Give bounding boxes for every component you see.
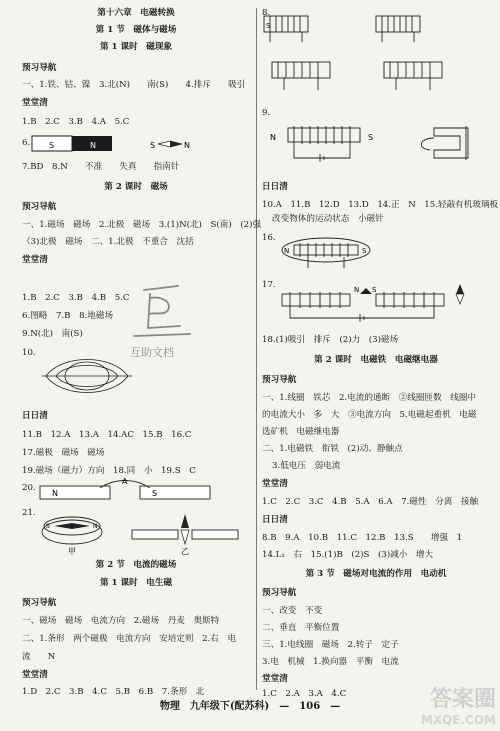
answer-line: 19.磁场（磁力）方向 18.同 小 19.S C [22,466,196,476]
pole-s: S [372,286,377,294]
question-number: 6. [22,138,31,148]
answer-line: 的电流大小 多 大 ③电流方向 5.电磁起重机 电磁 [262,410,477,420]
answer-line: 选矿机 电磁继电器 [262,427,340,437]
pole-n: N [284,247,290,255]
pole-n: N [354,286,360,294]
question-number: 8. [262,8,271,18]
section-label: 预习导航 [22,202,57,212]
pole-label: S [49,141,55,150]
pole-n: N [52,489,58,498]
page-footer: 物理 九年级下(配苏科) — 106 — [159,701,341,712]
section-label: 日日清 [262,515,288,525]
answer-line: 1.C 2.A 3.A 4.C [262,689,347,699]
answer-line: 1.D 2.C 3.B 4.C 5.B 6.B 7.条形 北 [22,687,205,697]
question-number: 16. [262,233,276,243]
section-label: 日日清 [262,182,288,192]
answer-line: 流 N [22,652,56,662]
section-label: 预习导航 [22,63,57,73]
column-divider [256,8,257,690]
q20-magnets-diagram [40,478,220,504]
q17-solenoids-diagram [280,282,485,324]
answer-line: （3)北极 磁场 二、1.北极 不重合 沈括 [22,237,194,247]
answer-line: 改变物体的运动状态 小磁针 [272,214,384,224]
answer-line: 1.C 2.C 3.C 4.B 5.A 6.A 7.磁性 分离 接触 [262,497,479,507]
point-a: A [122,477,128,486]
section-label: 预习导航 [22,598,57,608]
section-title: 第 1 节 磁体与磁场 [95,25,177,35]
section-label: 预习导航 [262,375,297,385]
watermark-text: 答案圈 [429,687,496,712]
compass-s-label: S [150,141,156,150]
section-label: 堂堂清 [22,98,48,108]
pole-s: S [266,22,271,30]
pole-s: S [362,247,367,255]
answer-line: 6.图略 7.B 8.地磁场 [22,311,114,321]
answer-line: 9.N(北) 南(S) [22,329,83,339]
section-label: 堂堂清 [262,674,288,684]
lesson-title: 第 2 课时 磁场 [104,182,168,192]
question-number: 9. [262,108,271,118]
section-title: 第 2 节 电流的磁场 [95,560,177,570]
watermark-logo [420,687,496,730]
answer-line: 一、1.铁、钴、镍 3.北(N) 南(S) 4.排斥 吸引 [22,80,246,90]
section-label: 堂堂清 [22,670,48,680]
answer-line: 17.磁极 磁场 磁场 [22,448,105,458]
answer-line: 18.(1)吸引 排斥 (2)力 (3)磁场 [262,335,399,345]
lesson-title: 第 1 课时 电生磁 [99,578,173,588]
compass-n-label: N [184,141,190,150]
watermark-url: MXQE.COM [420,713,496,727]
question-number: 17. [262,280,276,290]
stamp-text: 互助文档 [130,346,174,359]
answer-line: 3.低电压 弱电流 [272,461,341,471]
pole-label: N [90,141,96,150]
pole-s: S [368,133,374,142]
label-jia: 甲 [68,547,76,556]
q8-solenoid-diagrams [264,10,489,96]
answer-line: 二、垂直 平衡位置 [262,623,340,633]
q21-diagram [40,508,240,560]
answer-line: 3.电 机械 1.换向器 平衡 电流 [262,657,399,667]
answer-line: 一、磁场 磁场 电流方向 2.磁场 丹麦 奥斯特 [22,616,220,626]
answer-line: 1.B 2.C 3.B 4.A 5.C [22,117,130,127]
label-s: S [46,523,50,530]
answer-line: 1.B 2.C 3.B 4.B 5.C [22,293,130,303]
stamp-logo [120,282,202,362]
answer-line: 14.L₁ 右 15.(1)B (2)S (3)减小 增大 [262,550,434,560]
q9-electromagnet-diagram [264,118,489,168]
answer-line: 一、1.磁场 磁场 2.北极 磁场 3.(1)N(北) S(南) (2)强 [22,220,262,230]
answer-line: 8.B 9.A 10.B 11.C 12.B 13.S 增强 1 [262,533,463,543]
section-label: 预习导航 [262,588,297,598]
label-yi: 乙 [181,547,189,556]
chapter-title: 第十六章 电磁转换 [97,8,175,18]
question-number: 20. [22,483,36,493]
answer-line: 11.B 12.A 13.A 14.AC 15.B 16.C [22,430,192,440]
section-label: 堂堂清 [22,255,48,265]
answer-line: 一、改变 不变 [262,606,323,616]
question-number: 10. [22,348,36,358]
pole-s: S [152,489,158,498]
section-label: 日日清 [22,411,48,421]
section-title: 第 3 节 磁场对电流的作用 电动机 [305,569,447,579]
section-label: 堂堂清 [262,479,288,489]
lesson-title: 第 2 课时 电磁铁 电磁继电器 [314,355,438,365]
label-n: N [93,523,98,530]
answer-line: 7.BD 8.N 不准 失真 指南针 [22,162,180,172]
answer-line: 二、1.电磁铁 衔铁 (2)动、静触点 [262,444,403,454]
question-number: 21. [22,508,36,518]
lesson-title: 第 1 课时 磁现象 [99,42,173,52]
pole-n: N [270,133,276,142]
answer-line: 10.A 11.B 12.D 13.D 14.正 N 15.轻敲有机玻璃板 [262,200,499,210]
answer-line: 三、1.电线圈 磁场 2.转子 定子 [262,640,399,650]
q10-field-lines-diagram [42,352,132,402]
answer-line: 一、1.线圈 铁芯 2.电流的通断 ②线圈匝数 线圈中 [262,393,477,403]
q6-magnet-diagram [32,134,242,156]
answer-line: 二、1.条形 两个磁极 电流方向 安培定则 2.右 电 [22,634,237,644]
q16-solenoid-field-diagram [280,230,380,270]
